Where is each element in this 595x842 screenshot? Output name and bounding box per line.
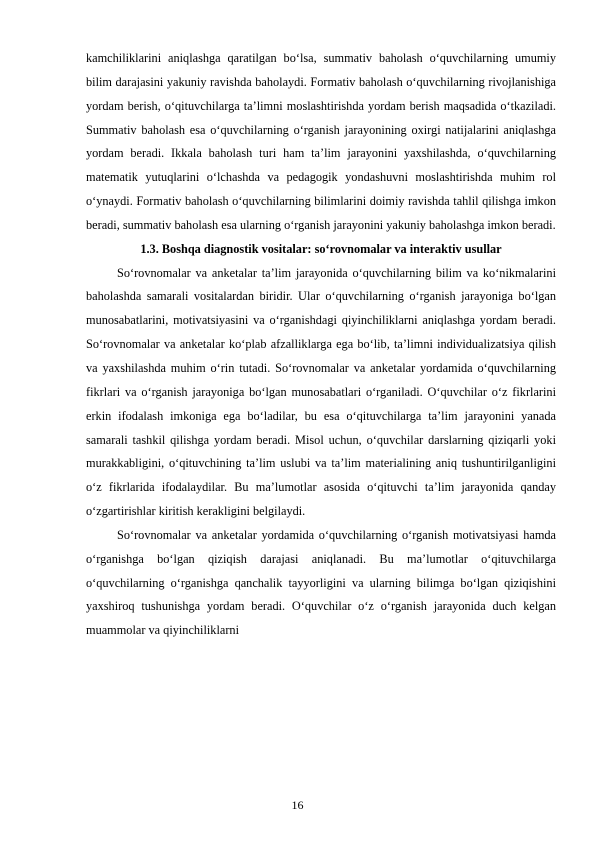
section-heading: 1.3. Boshqa diagnostik vositalar: so‘rovnomalar va interaktiv usullar: [140, 241, 502, 256]
body-paragraph-1: kamchiliklarini aniqlashga qaratilgan bo‘lsa, summativ baholash o‘quvchilarning umumiy bilim darajasini yakuniy ravishda baholaydi. Formativ baholash o‘quvchilarning rivojlanishiga yordam berish, o‘qituvchilarga ta’limni moslashtirishda yordam berish maqsadida o‘tkaziladi. Summativ baholash esa o‘quvchilarning o‘rganish jarayonining oxirgi natijalarini aniqlashga yordam beradi. Ikkala baholash turi ham ta’lim jarayonini yaxshilashda, o‘quvchilarning matematik yutuqlarini o‘lchashda va pedagogik yondashuvni moslashtirishda muhim rol o‘ynaydi. Formativ baholash o‘quvchilarning bilimlarini doimiy ravishda tahlil qilishga imkon beradi, summativ baholash esa ularning o‘rganish jarayonini yakuniy baholashga imkon beradi.: [86, 51, 556, 232]
document-page: [86, 47, 556, 643]
page-number: 16: [291, 798, 304, 812]
body-paragraph-2: So‘rovnomalar va anketalar ta’lim jarayonida o‘quvchilarning bilim va ko‘nikmalarini baholashda samarali vositalardan biridir. Ular o‘quvchilarning o‘rganish jarayoniga bo‘lgan munosabatlarini, motivatsiyasini va o‘rganishdagi qiyinchiliklarni aniqlashga yordam beradi. So‘rovnomalar va anketalar ko‘plab afzalliklarga ega bo‘lib, ta’limni individualizatsiya qilish va yaxshilashda muhim o‘rin tutadi. So‘rovnomalar va anketalar yordamida o‘quvchilarning fikrlari va o‘rganish jarayoniga bo‘lgan munosabatlari o‘rganiladi. O‘quvchilar o‘z fikrlarini erkin ifodalash imkoniga ega bo‘ladilar, bu esa o‘qituvchilarga ta’lim jarayonini yanada samarali tashkil qilishga yordam beradi. Misol uchun, o‘quvchilar darslarning qiziqarli yoki murakkabligini, o‘qituvchining ta’lim uslubi va ta’lim materialining aniq tushuntirilganligini o‘z fikrlarida ifodalaydilar. Bu ma’lumotlar asosida o‘qituvchi ta’lim jarayonida qanday o‘zgartirishlar kiritish kerakligini belgilaydi.: [86, 265, 556, 519]
body-paragraph-3: So‘rovnomalar va anketalar yordamida o‘quvchilarning o‘rganish motivatsiyasi hamda o‘rganishga bo‘lgan qiziqish darajasi aniqlanadi. Bu ma’lumotlar o‘qituvchilarga o‘quvchilarning o‘rganishga qanchalik tayyorligini va ularning bilimga bo‘lgan qiziqishini yaxshiroq tushunishga yordam beradi. O‘quvchilar o‘z o‘rganish jarayonida duch kelgan muammolar va qiyinchiliklarni: [86, 527, 556, 638]
